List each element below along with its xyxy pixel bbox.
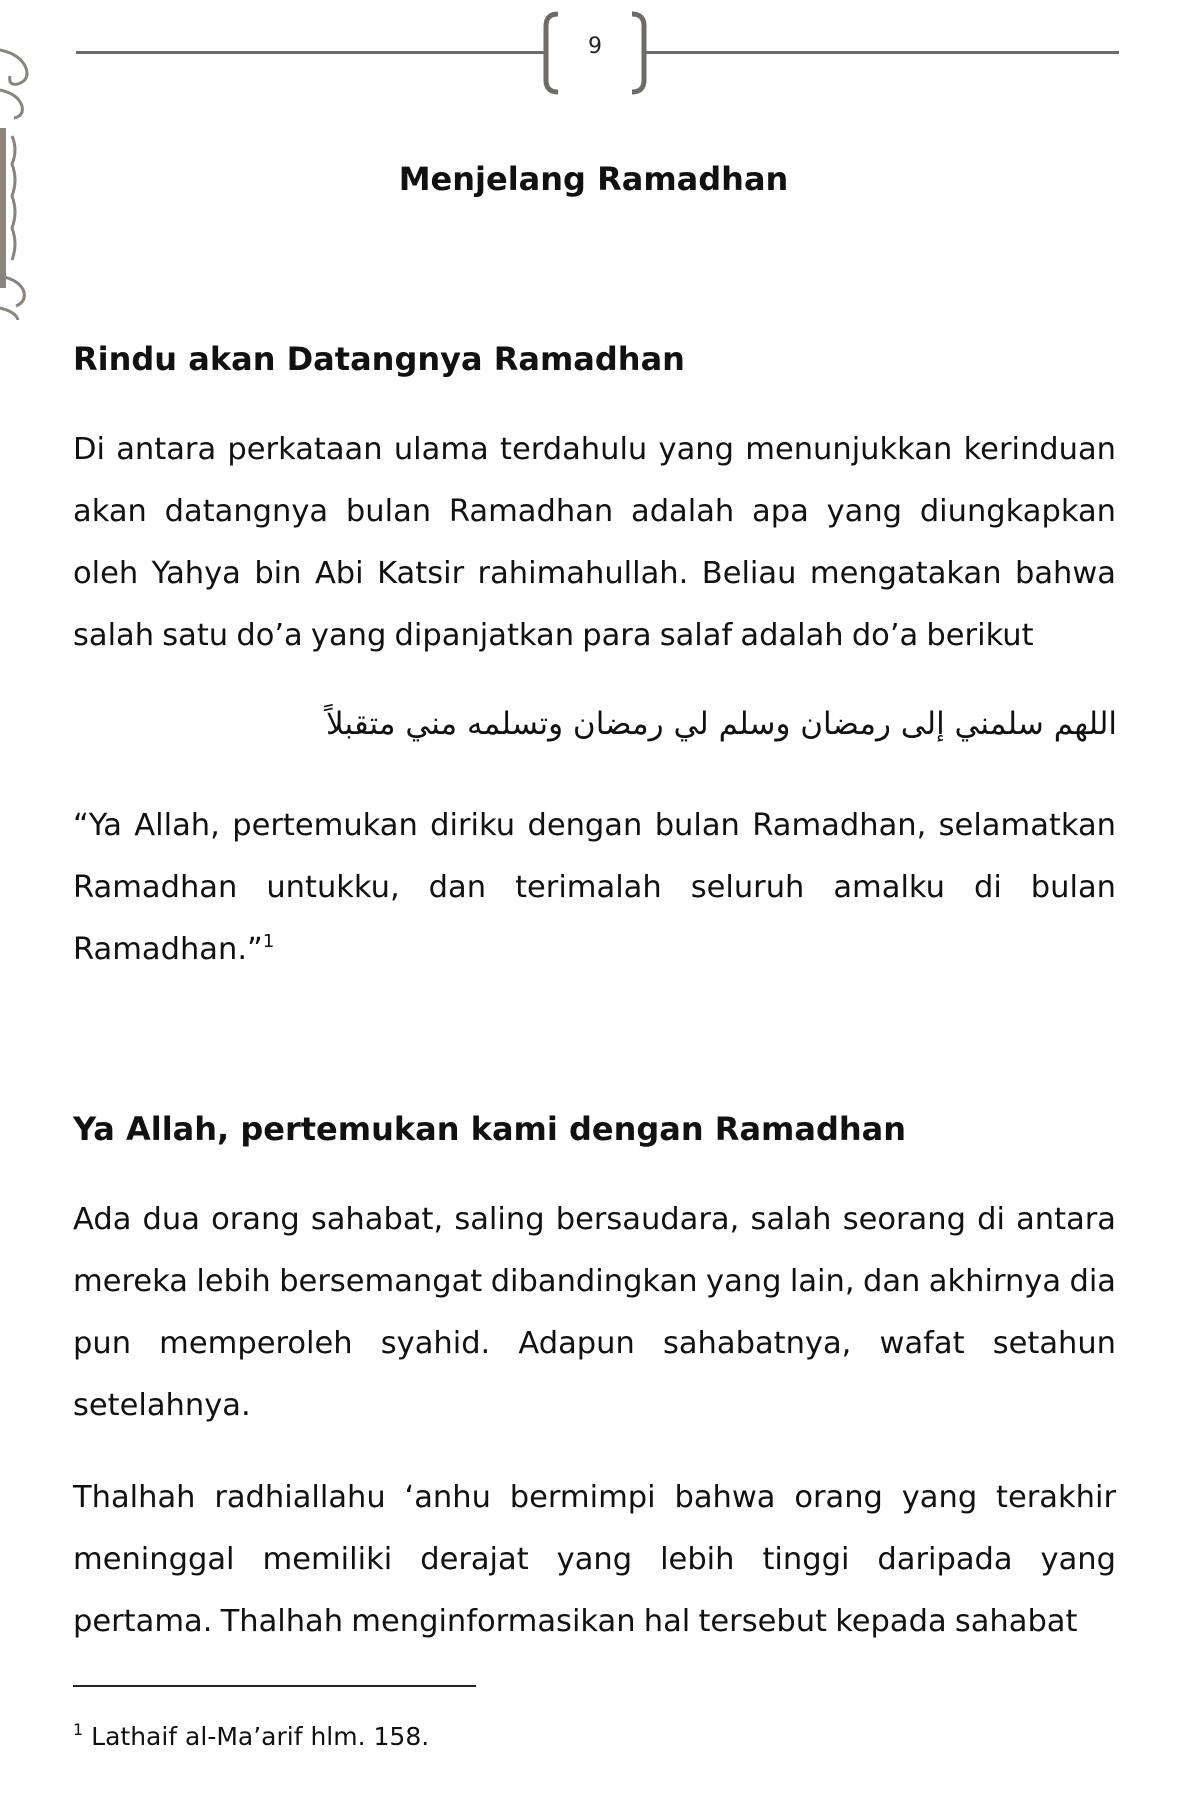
footnote-marker-1: 1 <box>73 1720 84 1739</box>
prayer-translation-text: “Ya Allah, pertemukan diriku dengan bulan Ramadhan, selamatkan Ramadhan untukku, dan terimalah seluruh amalku di bulan Ramadhan.” <box>73 808 1116 967</box>
footnote-separator <box>73 1685 476 1687</box>
footnote-ref-1[interactable]: 1 <box>262 931 275 952</box>
header-rule-right <box>646 51 1119 54</box>
section-heading-2: Ya Allah, pertemukan kami dengan Ramadhan <box>73 1110 907 1148</box>
section-heading-1: Rindu akan Datangnya Ramadhan <box>73 340 685 378</box>
header-rule-left <box>76 51 544 54</box>
section-2-paragraph-2: Thalhah radhiallahu ‘anhu bermimpi bahwa orang yang terakhir meninggal memiliki derajat yang lebih tinggi daripada yang pertama. Thalhah menginformasikan hal tersebut kepada sahabat <box>73 1480 1116 1639</box>
section-1-paragraph: Di antara perkataan ulama terdahulu yang menunjukkan kerinduan akan datangnya bulan Ramadhan adalah apa yang diungkapkan oleh Yahya bin Abi Katsir rahimahullah. Beliau mengatakan bahwa salah satu do’a yang dipanjatkan para salaf adalah do’a berikut <box>73 432 1116 653</box>
prayer-translation <box>73 795 1116 981</box>
chapter-title: Menjelang Ramadhan <box>398 160 789 198</box>
footnote-text-1: Lathaif al-Ma’arif hlm. 158. <box>91 1722 430 1751</box>
section-2-paragraph-1: Ada dua orang sahabat, saling bersaudara, salah seorang di antara mereka lebih bersemangat dibandingkan yang lain, dan akhirnya dia pun memperoleh syahid. Adapun sahabatnya, wafat setahun setelahnya. <box>73 1202 1116 1423</box>
page-number: 9 <box>588 34 602 59</box>
arabic-prayer: اللهم سلمني إلى رمضان وسلم لي رمضان وتسلمه مني متقبلاً <box>326 706 1117 742</box>
footnote-1 <box>73 1722 429 1751</box>
